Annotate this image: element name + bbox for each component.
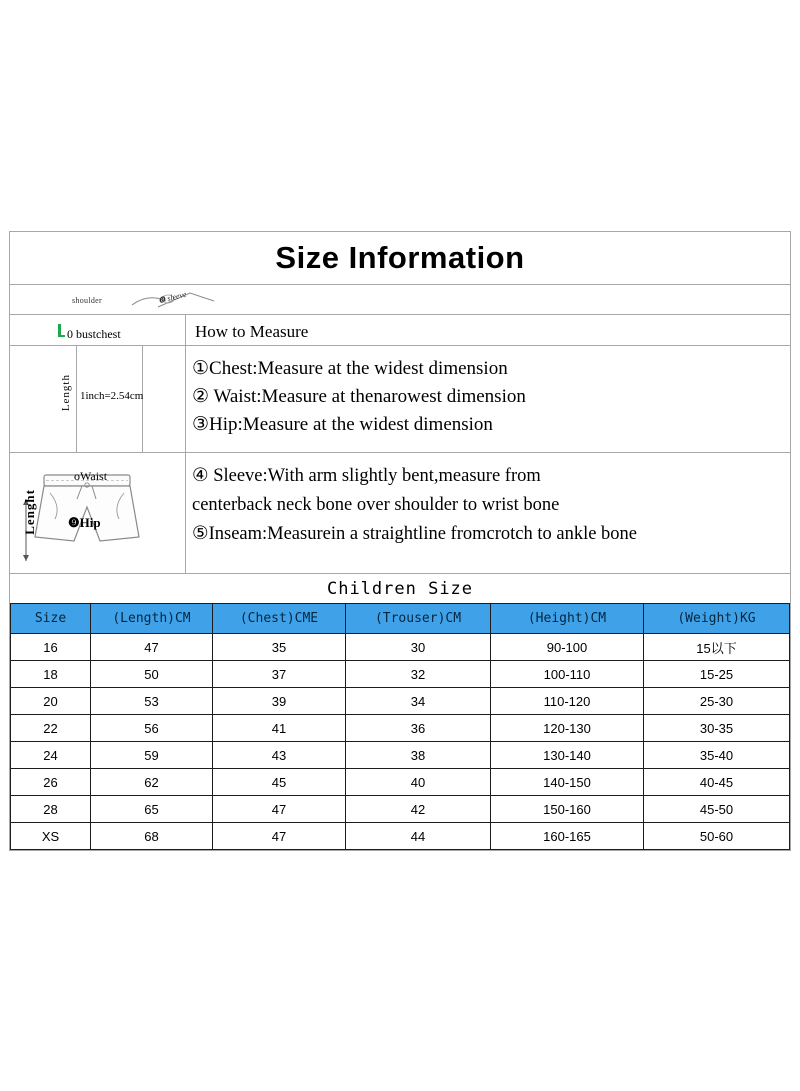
measure-heading-cell xyxy=(186,315,790,345)
cell-size: 16 xyxy=(11,634,91,661)
size-information-sheet xyxy=(9,231,791,851)
cell-trouser: 44 xyxy=(346,823,491,850)
cell-weight: 50-60 xyxy=(644,823,790,850)
size-table-body xyxy=(11,634,790,850)
inch-conversion-note: 1inch=2.54cm xyxy=(80,390,144,402)
bust-label: 0 bustchest xyxy=(67,327,121,341)
table-row xyxy=(11,742,790,769)
measure-line: centerback neck bone over shoulder to wrist bone xyxy=(192,495,560,515)
cell-length: 59 xyxy=(91,742,213,769)
measure-instructions-2 xyxy=(186,453,790,573)
shoulder-label: shoulder xyxy=(72,296,102,305)
table-row xyxy=(11,796,790,823)
cell-size: XS xyxy=(11,823,91,850)
cell-height: 160-165 xyxy=(491,823,644,850)
measure-line: ⑤Inseam:Measurein a straightline fromcrotch to ankle bone xyxy=(192,524,638,544)
hip-label: ❾Hip xyxy=(68,515,101,530)
table-caption-row xyxy=(10,574,790,603)
cell-height: 130-140 xyxy=(491,742,644,769)
bust-diagram-cell xyxy=(10,315,186,345)
bust-marker-icon xyxy=(58,324,65,337)
cell-length: 65 xyxy=(91,796,213,823)
cell-size: 22 xyxy=(11,715,91,742)
length-diagram-cell xyxy=(10,346,186,452)
column-header: (Weight)KG xyxy=(644,604,790,634)
measure-instructions-1 xyxy=(186,346,790,452)
cell-size: 28 xyxy=(11,796,91,823)
cell-chest: 37 xyxy=(213,661,346,688)
cell-weight: 40-45 xyxy=(644,769,790,796)
measure-heading-row xyxy=(10,315,790,346)
table-row xyxy=(11,715,790,742)
table-row xyxy=(11,634,790,661)
cell-trouser: 32 xyxy=(346,661,491,688)
table-caption: Children Size xyxy=(326,578,474,599)
title-row xyxy=(10,232,790,285)
cell-length: 62 xyxy=(91,769,213,796)
measure-line: ③Hip:Measure at the widest dimension xyxy=(192,414,493,435)
cell-size: 26 xyxy=(11,769,91,796)
cell-weight: 15-25 xyxy=(644,661,790,688)
cell-trouser: 36 xyxy=(346,715,491,742)
column-header: Size xyxy=(11,604,91,634)
cell-height: 140-150 xyxy=(491,769,644,796)
column-header: (Length)CM xyxy=(91,604,213,634)
length-line xyxy=(76,346,77,452)
sleeve-label: ❽ sleeve xyxy=(157,289,188,306)
children-size-table xyxy=(10,603,790,850)
cell-trouser: 38 xyxy=(346,742,491,769)
cell-length: 68 xyxy=(91,823,213,850)
cell-chest: 47 xyxy=(213,796,346,823)
cell-height: 110-120 xyxy=(491,688,644,715)
cell-trouser: 34 xyxy=(346,688,491,715)
cell-chest: 35 xyxy=(213,634,346,661)
cell-length: 47 xyxy=(91,634,213,661)
shoulder-sketch-row xyxy=(10,285,790,315)
cell-height: 100-110 xyxy=(491,661,644,688)
table-row xyxy=(11,661,790,688)
measure-line: ①Chest:Measure at the widest dimension xyxy=(192,358,508,379)
cell-chest: 43 xyxy=(213,742,346,769)
cell-trouser: 42 xyxy=(346,796,491,823)
measure-row-1 xyxy=(10,346,790,453)
cell-height: 150-160 xyxy=(491,796,644,823)
cell-chest: 47 xyxy=(213,823,346,850)
measure-line: ④ Sleeve:With arm slightly bent,measure from xyxy=(192,466,541,486)
cell-trouser: 30 xyxy=(346,634,491,661)
cell-trouser: 40 xyxy=(346,769,491,796)
column-header: (Height)CM xyxy=(491,604,644,634)
table-row xyxy=(11,823,790,850)
cell-chest: 45 xyxy=(213,769,346,796)
measure-row-2 xyxy=(10,453,790,574)
cell-height: 120-130 xyxy=(491,715,644,742)
measure-line: ② Waist:Measure at thenarowest dimension xyxy=(192,386,526,407)
cell-weight: 35-40 xyxy=(644,742,790,769)
cell-length: 56 xyxy=(91,715,213,742)
length-label: Length xyxy=(60,374,72,412)
cell-weight: 25-30 xyxy=(644,688,790,715)
cell-size: 18 xyxy=(11,661,91,688)
table-header-row xyxy=(11,604,790,634)
cell-weight: 15以下 xyxy=(644,634,790,661)
cell-weight: 45-50 xyxy=(644,796,790,823)
waist-label: oWaist xyxy=(74,469,108,483)
how-to-measure-heading: How to Measure xyxy=(195,322,309,341)
shorts-diagram-cell xyxy=(10,453,186,573)
cell-size: 24 xyxy=(11,742,91,769)
cell-length: 50 xyxy=(91,661,213,688)
cell-chest: 41 xyxy=(213,715,346,742)
column-header: (Trouser)CM xyxy=(346,604,491,634)
shorts-length-label: Lenght xyxy=(22,489,37,535)
cell-size: 20 xyxy=(11,688,91,715)
table-row xyxy=(11,769,790,796)
page-title: Size Information xyxy=(275,240,525,275)
cell-length: 53 xyxy=(91,688,213,715)
column-header: (Chest)CME xyxy=(213,604,346,634)
cell-chest: 39 xyxy=(213,688,346,715)
table-row xyxy=(11,688,790,715)
cell-weight: 30-35 xyxy=(644,715,790,742)
cell-height: 90-100 xyxy=(491,634,644,661)
